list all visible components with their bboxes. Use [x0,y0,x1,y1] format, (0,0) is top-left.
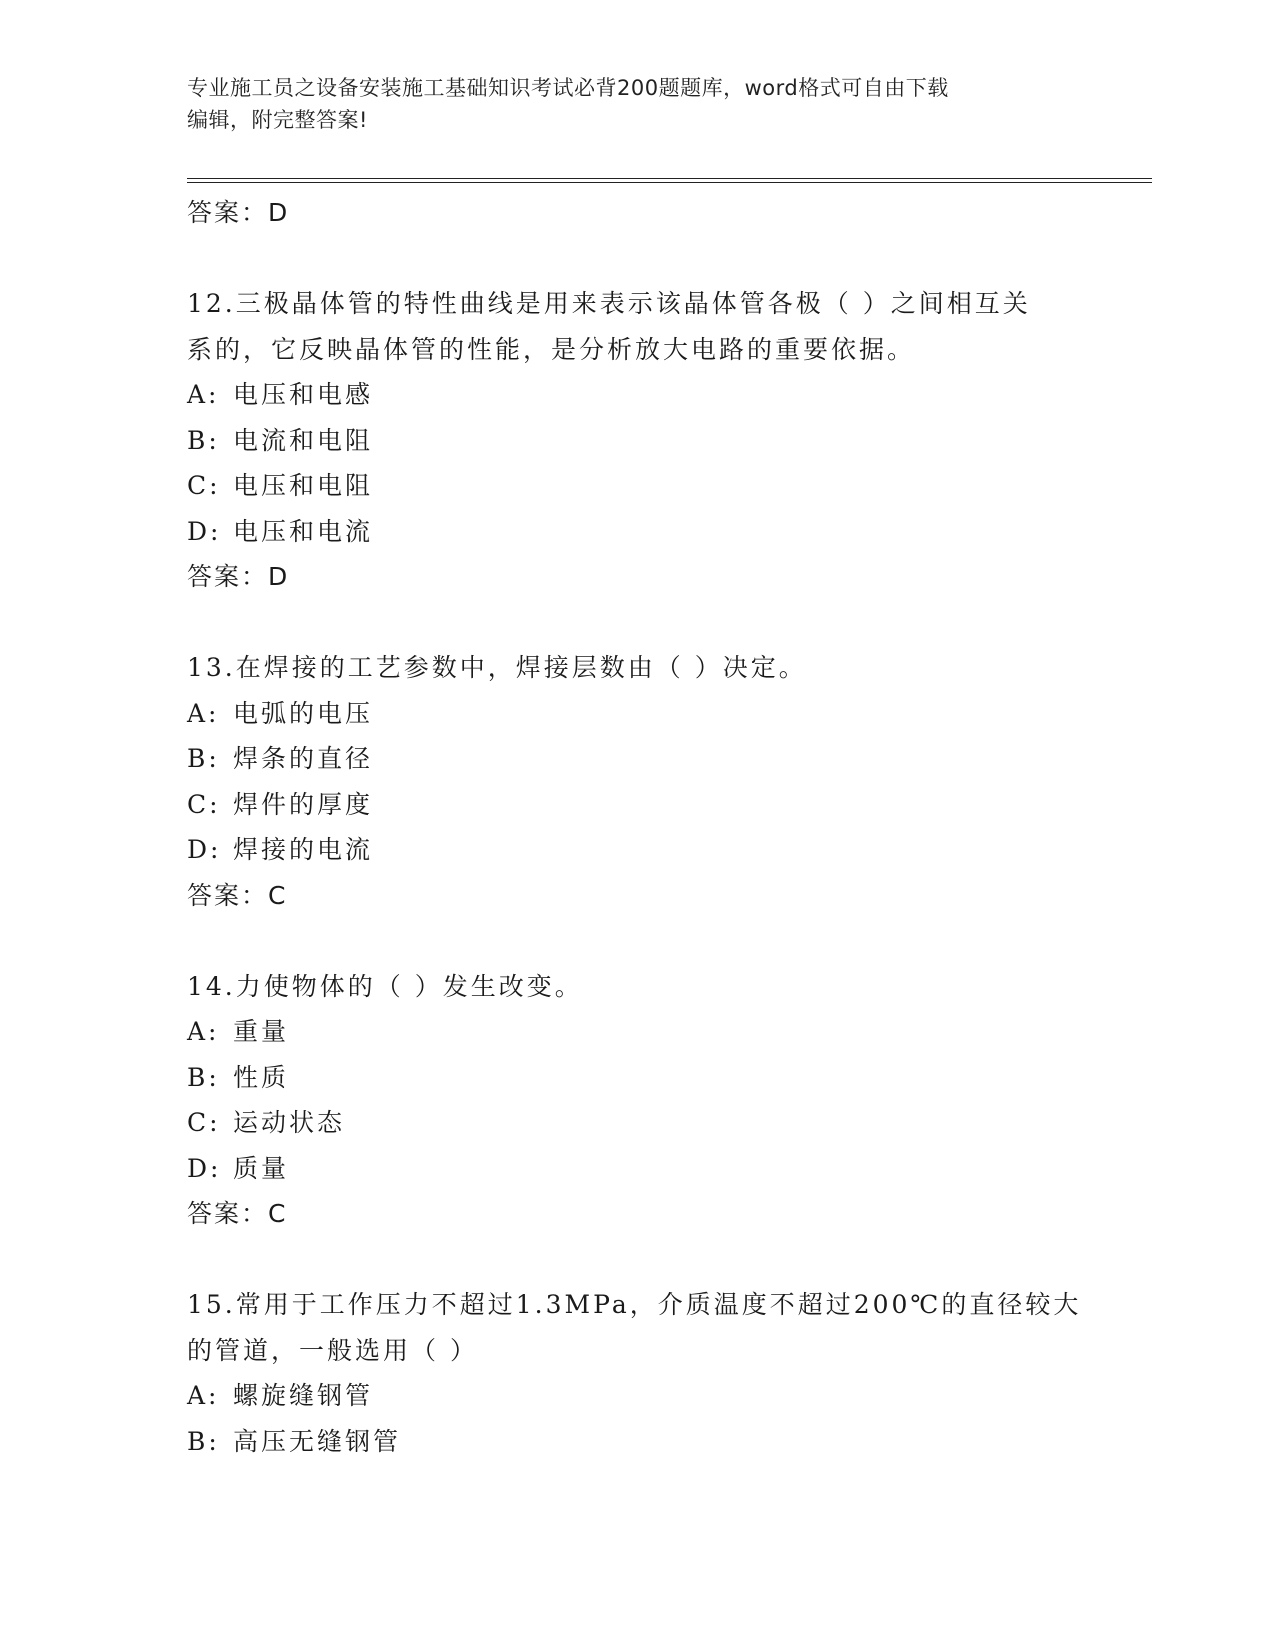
option-text: 螺旋缝钢管 [233,1381,374,1410]
option-c [187,463,1087,509]
question-15 [187,1282,1087,1464]
option-text: 质量 [233,1153,290,1183]
option-letter: D: [187,835,222,864]
option-a [187,372,1087,418]
header-rule-bottom [187,182,1152,183]
option-letter: B: [187,1062,220,1092]
option-c [187,782,1087,828]
option-b [187,736,1087,782]
question-14 [187,964,1087,1237]
option-d [187,509,1087,555]
option-letter: A: [187,1381,220,1410]
question-content [187,190,1087,1464]
option-a [187,691,1087,737]
option-d [187,1146,1087,1192]
option-letter: C: [187,471,221,500]
spacer [187,1237,1087,1283]
option-letter: D: [187,516,222,546]
spacer [187,600,1087,646]
option-text: 电弧的电压 [233,698,374,728]
option-text: 性质 [233,1062,290,1092]
option-letter: B: [187,425,220,455]
question-12-stem-line-1: 12.三极晶体管的特性曲线是用来表示该晶体管各极（ ）之间相互关 [187,289,1031,318]
spacer [187,918,1087,964]
question-13 [187,645,1087,918]
document-header [187,72,1067,136]
option-letter: D: [187,1153,222,1183]
option-letter: B: [187,1426,220,1456]
question-14-stem-line-1: 14.力使物体的（ ）发生改变。 [187,971,583,1001]
question-15-stem-line-1: 15.常用于工作压力不超过1.3MPa，介质温度不超过200℃的直径较大 [187,1290,1082,1319]
option-text: 重量 [233,1017,290,1046]
option-a [187,1009,1087,1055]
option-text: 高压无缝钢管 [233,1426,402,1456]
option-text: 焊条的直径 [233,744,374,773]
option-text: 焊件的厚度 [233,789,374,819]
option-letter: C: [187,789,221,819]
option-d [187,827,1087,873]
option-text: 电压和电感 [233,380,374,409]
question-14-answer: 答案：C [187,1199,288,1228]
question-12-stem-line-2: 系的，它反映晶体管的性能，是分析放大电路的重要依据。 [187,334,916,364]
option-letter: B: [187,744,220,773]
question-12-answer: 答案：D [187,562,290,591]
option-text: 电流和电阻 [233,425,374,455]
option-c [187,1100,1087,1146]
option-text: 电压和电流 [233,516,374,546]
question-13-answer: 答案：C [187,880,288,910]
spacer [187,236,1087,282]
option-b [187,418,1087,464]
option-text: 电压和电阻 [233,471,374,500]
option-letter: C: [187,1108,221,1137]
option-text: 运动状态 [233,1108,346,1137]
option-letter: A: [187,698,220,728]
option-letter: A: [187,1017,220,1046]
option-text: 焊接的电流 [233,835,374,864]
option-b [187,1419,1087,1465]
option-b [187,1055,1087,1101]
question-15-stem-line-2: 的管道，一般选用（ ） [187,1335,478,1365]
answer-previous: 答案：D [187,198,290,227]
header-rule-top [187,178,1152,179]
question-12 [187,281,1087,600]
option-letter: A: [187,380,220,409]
header-line-2: 编辑，附完整答案! [187,108,368,132]
question-13-stem-line-1: 13.在焊接的工艺参数中，焊接层数由（ ）决定。 [187,653,807,682]
option-a [187,1373,1087,1419]
header-line-1: 专业施工员之设备安装施工基础知识考试必背200题题库，word格式可自由下载 [187,76,949,100]
